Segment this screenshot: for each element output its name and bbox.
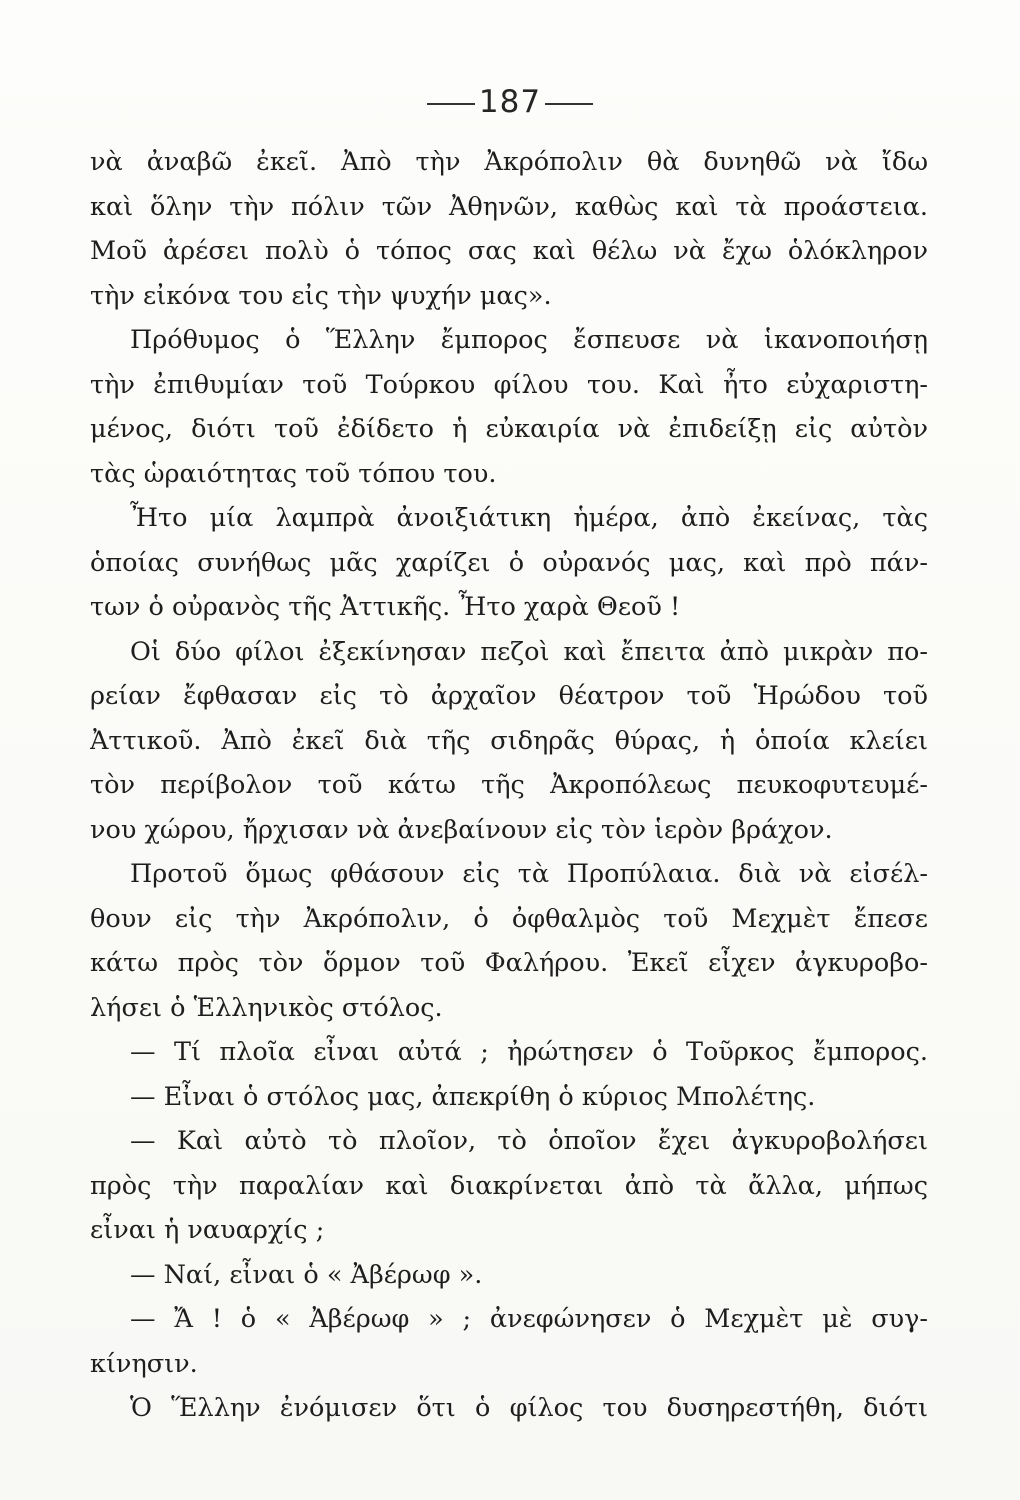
text-line: πρὸς τὴν παραλίαν καὶ διακρίνεται ἀπὸ τὰ ἄλλα, μήπως: [90, 1170, 928, 1201]
text-line: Προτοῦ ὅμως φθάσουν εἰς τὰ Προπύλαια. διὰ νὰ εἰσέλ-: [130, 859, 928, 889]
page-text-body: [90, 140, 928, 1431]
text-line: νου χώρου, ἤρχισαν νὰ ἀνεβαίνουν εἰς τὸν ἱερὸν βράχον.: [90, 814, 833, 845]
text-line: Οἱ δύο φίλοι ἐξεκίνησαν πεζοὶ καὶ ἔπειτα ἀπὸ μικρὰν πο-: [130, 636, 928, 667]
text-line: — Ναί, εἶναι ὁ « Ἀβέρωφ ».: [130, 1259, 483, 1290]
text-line: κάτω πρὸς τὸν ὅρμον τοῦ Φαλήρου. Ἐκεῖ εἶχεν ἀγκυροβο-: [90, 948, 928, 978]
text-line: τὰς ὡραιότητας τοῦ τόπου του.: [90, 458, 497, 489]
text-line: — Εἶναι ὁ στόλος μας, ἀπεκρίθη ὁ κύριος Μπολέτης.: [130, 1081, 816, 1112]
text-line: ὁποίας συνήθως μᾶς χαρίζει ὁ οὐρανός μας, καὶ πρὸ πάν-: [90, 547, 928, 578]
text-line: Ἀττικοῦ. Ἀπὸ ἐκεῖ διὰ τῆς σιδηρᾶς θύρας, ἡ ὁποία κλείει: [90, 725, 928, 756]
text-line: θουν εἰς τὴν Ἀκρόπολιν, ὁ ὀφθαλμὸς τοῦ Μεχμὲτ ἔπεσε: [90, 903, 928, 934]
text-line: νὰ ἀναβῶ ἐκεῖ. Ἀπὸ τὴν Ἀκρόπολιν θὰ δυνηθῶ νὰ ἴδω: [90, 147, 928, 177]
text-line: — Καὶ αὐτὸ τὸ πλοῖον, τὸ ὁποῖον ἔχει ἀγκυροβολήσει: [130, 1126, 928, 1156]
text-line: Ἦτο μία λαμπρὰ ἀνοιξιάτικη ἡμέρα, ἀπὸ ἐκείνας, τὰς: [130, 503, 928, 533]
text-line: τὸν περίβολον τοῦ κάτω τῆς Ἀκροπόλεως πευκοφυτευμέ-: [90, 770, 928, 800]
text-line: — Τί πλοῖα εἶναι αὐτά ; ἠρώτησεν ὁ Τοῦρκος ἔμπορος.: [130, 1037, 928, 1067]
text-line: Πρόθυμος ὁ Ἕλλην ἔμπορος ἔσπευσε νὰ ἱκανοποιήσῃ: [130, 325, 928, 355]
page-number-right-dash: [545, 103, 593, 105]
text-line: καὶ ὅλην τὴν πόλιν τῶν Ἀθηνῶν, καθὼς καὶ τὰ προάστεια.: [90, 191, 928, 222]
text-line: λήσει ὁ Ἑλληνικὸς στόλος.: [90, 992, 443, 1023]
text-line: τὴν εἰκόνα του εἰς τὴν ψυχήν μας».: [90, 280, 552, 311]
text-line: των ὁ οὐρανὸς τῆς Ἀττικῆς. Ἦτο χαρὰ Θεοῦ !: [90, 592, 681, 622]
text-line: μένος, διότι τοῦ ἐδίδετο ἡ εὐκαιρία νὰ ἐπιδείξῃ εἰς αὐτὸν: [90, 414, 928, 444]
page-number-text: 187: [478, 84, 542, 120]
page-number: [0, 84, 1020, 120]
text-line: Ὁ Ἕλλην ἐνόμισεν ὅτι ὁ φίλος του δυσηρεστήθη, διότι: [130, 1393, 928, 1423]
text-line: ρείαν ἔφθασαν εἰς τὸ ἀρχαῖον θέατρον τοῦ Ἡρώδου τοῦ: [90, 681, 928, 711]
text-line: Μοῦ ἀρέσει πολὺ ὁ τόπος σας καὶ θέλω νὰ ἔχω ὁλόκληρον: [90, 236, 928, 266]
text-line: κίνησιν.: [90, 1348, 198, 1379]
text-line: τὴν ἐπιθυμίαν τοῦ Τούρκου φίλου του. Καὶ ἦτο εὐχαριστη-: [90, 369, 928, 400]
page-number-left-dash: [427, 103, 475, 105]
text-line: εἶναι ἡ ναυαρχίς ;: [90, 1215, 325, 1245]
text-line: — Ἄ ! ὁ « Ἀβέρωφ » ; ἀνεφώνησεν ὁ Μεχμὲτ μὲ συγ-: [130, 1304, 928, 1334]
